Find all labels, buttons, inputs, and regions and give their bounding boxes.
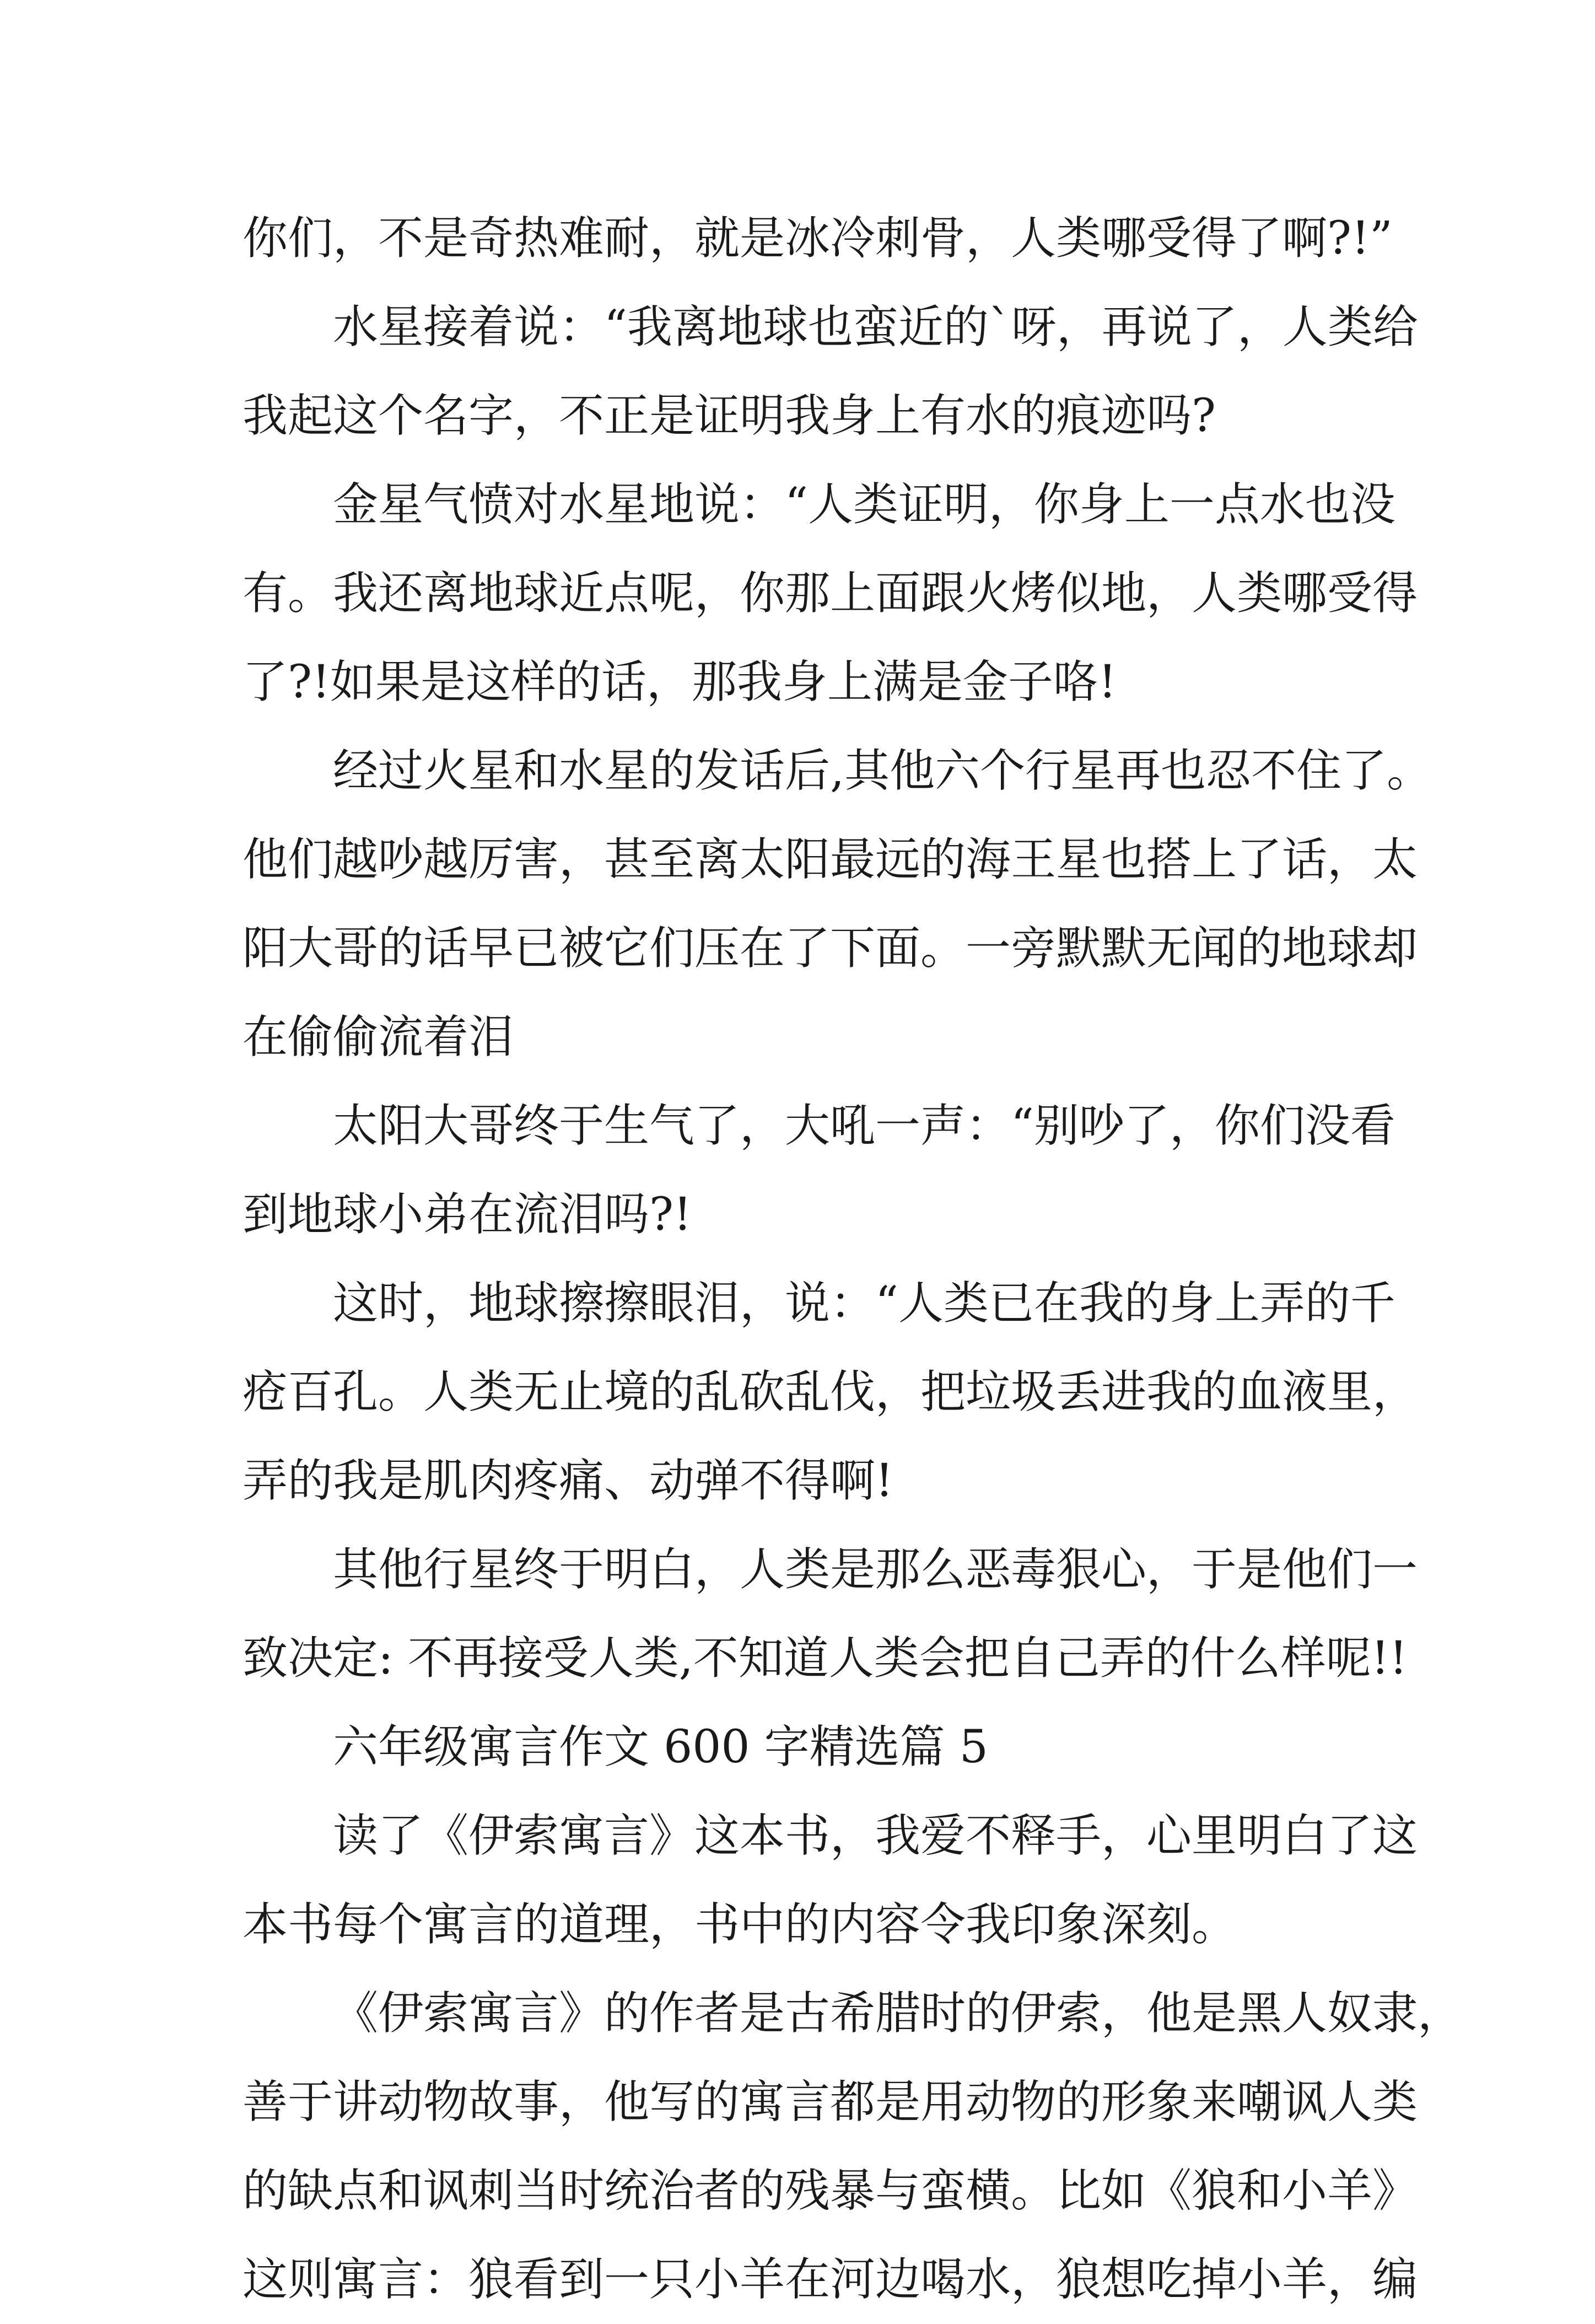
text-line: 我起这个名字，不正是证明我身上有水的痕迹吗? xyxy=(243,390,1216,442)
text-line: 了?!如果是这样的话，那我身上满是金子咯! xyxy=(243,656,1117,708)
text-line: 其他行星终于明白，人类是那么恶毒狠心，于是他们一 xyxy=(333,1543,1418,1596)
text-line: 经过火星和水星的发话后,其他六个行星再也忍不住了。 xyxy=(333,745,1432,797)
text-line: 疮百孔。人类无止境的乱砍乱伐，把垃圾丢进我的血液里， xyxy=(243,1366,1418,1418)
text-line: 有。我还离地球近点呢，你那上面跟火烤似地，人类哪受得 xyxy=(243,567,1418,620)
text-line: 太阳大哥终于生气了，大吼一声：“别吵了，你们没看 xyxy=(333,1100,1395,1152)
text-line: 阳大哥的话早已被它们压在了下面。一旁默默无闻的地球却 xyxy=(243,922,1418,975)
text-line: 你们，不是奇热难耐，就是冰冷刺骨，人类哪受得了啊?!” xyxy=(243,212,1393,265)
text-line: 金星气愤对水星地说：“人类证明，你身上一点水也没 xyxy=(333,478,1395,531)
text-line: 本书每个寓言的道理，书中的内容令我印象深刻。 xyxy=(243,1898,1237,1951)
text-line: 在偷偷流着泪 xyxy=(243,1011,514,1063)
text-line: 水星接着说：“我离地球也蛮近的`呀，再说了，人类给 xyxy=(333,301,1418,353)
section-heading: 六年级寓言作文 600 字精选篇 5 xyxy=(333,1721,988,1773)
text-line: 这时，地球擦擦眼泪，说：“人类已在我的身上弄的千 xyxy=(333,1277,1395,1330)
document-body xyxy=(243,194,1463,2324)
text-line: 致决定: 不再接受人类,不知道人类会把自己弄的什么样呢!! xyxy=(243,1632,1408,1685)
text-line: 善于讲动物故事，他写的寓言都是用动物的形象来嘲讽人类 xyxy=(243,2076,1418,2128)
text-line: 读了《伊索寓言》这本书，我爱不释手，心里明白了这 xyxy=(333,1810,1418,1862)
text-line: 他们越吵越厉害，甚至离太阳最远的海王星也搭上了话，太 xyxy=(243,833,1418,886)
text-line: 弄的我是肌肉疼痛、动弹不得啊! xyxy=(243,1455,893,1507)
text-line: 《伊索寓言》的作者是古希腊时的伊索，他是黑人奴隶， xyxy=(333,1987,1463,2040)
text-line: 到地球小弟在流泪吗?! xyxy=(243,1188,692,1241)
text-line: 这则寓言：狼看到一只小羊在河边喝水，狼想吃掉小羊，编 xyxy=(243,2253,1418,2306)
text-line: 的缺点和讽刺当时统治者的残暴与蛮横。比如《狼和小羊》 xyxy=(243,2165,1418,2217)
